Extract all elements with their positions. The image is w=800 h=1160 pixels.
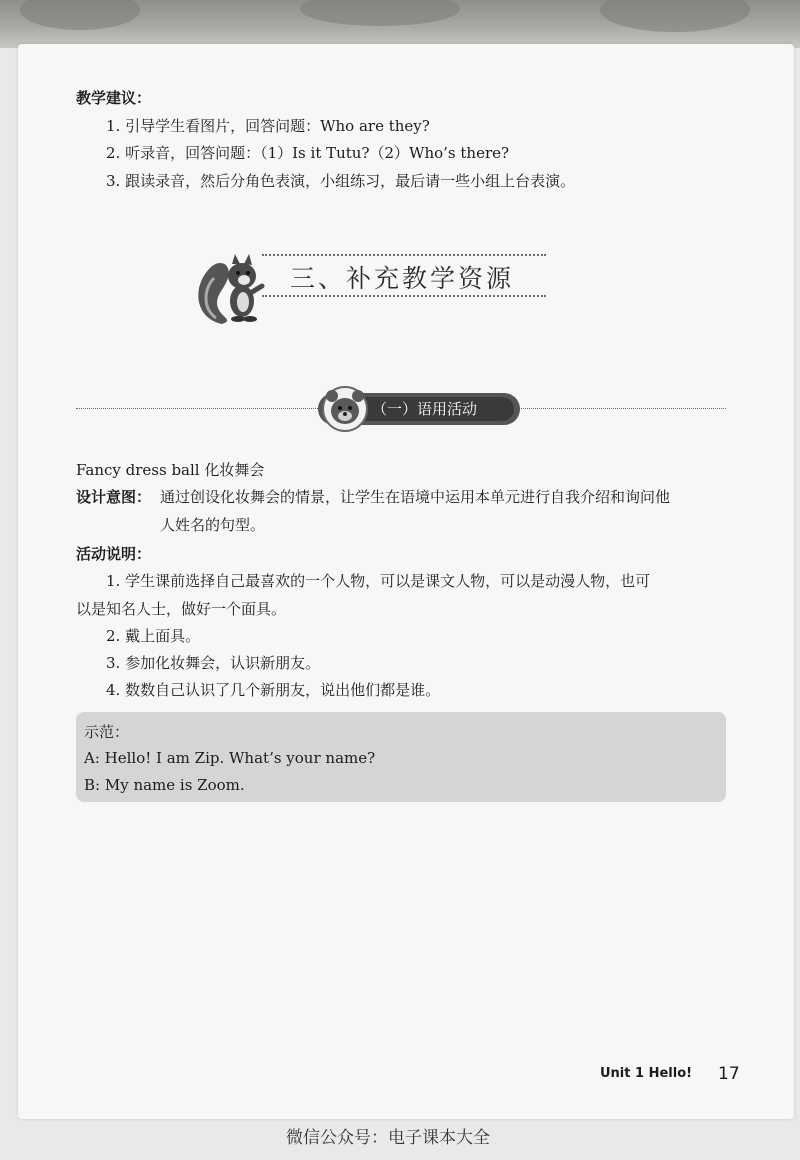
section-title-rule-top (262, 254, 546, 256)
design-intent-label: 设计意图： (76, 488, 152, 506)
suggestion-item: 2. 听录音，回答问题：（1）Is it Tutu?（2）Who’s there? (106, 144, 510, 162)
instruction-item: 4. 数数自己认识了几个新朋友，说出他们都是谁。 (106, 681, 441, 699)
suggestion-item: 3. 跟读录音，然后分角色表演，小组练习，最后请一些小组上台表演。 (106, 172, 576, 190)
section-title-rule-bottom (262, 295, 546, 297)
instruction-item: 3. 参加化妆舞会，认识新朋友。 (106, 654, 321, 672)
bear-icon (318, 383, 372, 433)
teaching-suggestions-heading: 教学建议： (76, 89, 152, 107)
design-intent-text: 人姓名的句型。 (160, 516, 266, 534)
instruction-item: 2. 戴上面具。 (106, 627, 201, 645)
design-intent-text: 通过创设化妆舞会的情景，让学生在语境中运用本单元进行自我介绍和询问他 (160, 488, 671, 506)
page-number: 17 (718, 1064, 740, 1084)
instruction-item: 1. 学生课前选择自己最喜欢的一个人物，可以是课文人物，可以是动漫人物，也可 (106, 572, 651, 590)
instructions-label: 活动说明： (76, 545, 152, 563)
subsection-badge: （一）语用活动 (346, 397, 514, 421)
activity-title: Fancy dress ball 化妆舞会 (76, 461, 265, 479)
section-title: 三、补充教学资源 (290, 264, 515, 293)
example-line: A: Hello! I am Zip. What’s your name? (84, 749, 376, 767)
squirrel-icon (192, 246, 270, 328)
top-illustration-band (0, 0, 800, 48)
watermark-text: 微信公众号：电子课本大全 (286, 1128, 490, 1148)
instruction-item: 以是知名人士，做好一个面具。 (76, 600, 287, 618)
example-line: B: My name is Zoom. (84, 776, 245, 794)
example-label: 示范： (84, 723, 130, 741)
unit-label: Unit 1 Hello! (600, 1066, 693, 1081)
suggestion-item: 1. 引导学生看图片，回答问题：Who are they? (106, 117, 430, 135)
